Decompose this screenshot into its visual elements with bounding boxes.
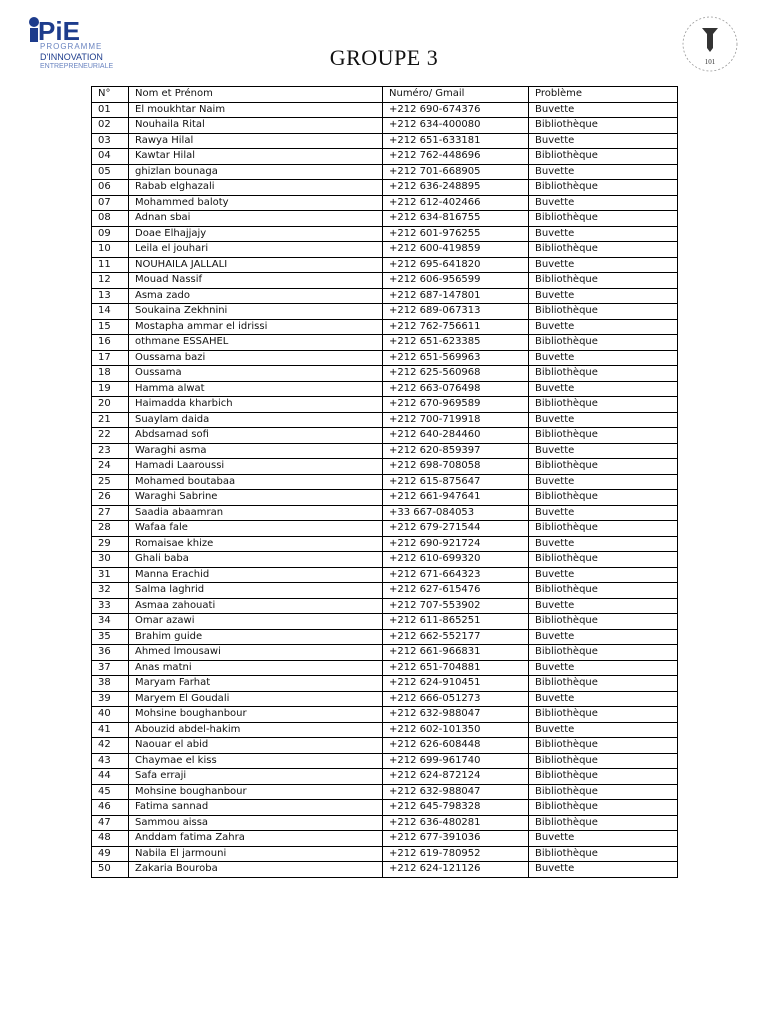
header-contact: Numéro/ Gmail [383, 87, 529, 103]
problem-type: Buvette [529, 288, 678, 304]
problem-type: Bibliothèque [529, 397, 678, 413]
phone-number: +212 679-271544 [383, 521, 529, 537]
participant-name: ghizlan bounaga [129, 164, 383, 180]
problem-type: Buvette [529, 722, 678, 738]
table-row [92, 552, 678, 568]
table-row [92, 753, 678, 769]
participant-name: Haimadda kharbich [129, 397, 383, 413]
problem-type: Bibliothèque [529, 459, 678, 475]
participant-name: Abdsamad sofi [129, 428, 383, 444]
table-row [92, 118, 678, 134]
participant-name: Ghali baba [129, 552, 383, 568]
problem-type: Buvette [529, 443, 678, 459]
table-row [92, 862, 678, 878]
row-number: 19 [92, 381, 129, 397]
problem-type: Bibliothèque [529, 800, 678, 816]
row-number: 01 [92, 102, 129, 118]
row-number: 28 [92, 521, 129, 537]
table-row [92, 428, 678, 444]
participant-name: Mohsine boughanbour [129, 707, 383, 723]
participant-name: Mouad Nassif [129, 273, 383, 289]
problem-type: Bibliothèque [529, 738, 678, 754]
row-number: 45 [92, 784, 129, 800]
table-row [92, 784, 678, 800]
table-header-row [92, 87, 678, 103]
row-number: 44 [92, 769, 129, 785]
table-row [92, 242, 678, 258]
phone-number: +212 707-553902 [383, 598, 529, 614]
row-number: 41 [92, 722, 129, 738]
row-number: 43 [92, 753, 129, 769]
table-row [92, 521, 678, 537]
table-row [92, 660, 678, 676]
participant-name: Brahim guide [129, 629, 383, 645]
row-number: 48 [92, 831, 129, 847]
pie-logo-letters: PiE [38, 16, 80, 46]
phone-number: +212 632-988047 [383, 784, 529, 800]
table-row [92, 149, 678, 165]
table-row [92, 614, 678, 630]
participant-name: Rawya Hilal [129, 133, 383, 149]
row-number: 12 [92, 273, 129, 289]
phone-number: +212 624-910451 [383, 676, 529, 692]
problem-type: Bibliothèque [529, 784, 678, 800]
phone-number: +212 636-248895 [383, 180, 529, 196]
table-row [92, 133, 678, 149]
phone-number: +212 636-480281 [383, 815, 529, 831]
table-row [92, 257, 678, 273]
row-number: 02 [92, 118, 129, 134]
table-row [92, 691, 678, 707]
table-row [92, 195, 678, 211]
participant-name: Kawtar Hilal [129, 149, 383, 165]
table-row [92, 598, 678, 614]
table-row [92, 769, 678, 785]
problem-type: Buvette [529, 381, 678, 397]
participant-name: Abouzid abdel-hakim [129, 722, 383, 738]
participant-name: Safa erraji [129, 769, 383, 785]
row-number: 08 [92, 211, 129, 227]
problem-type: Bibliothèque [529, 118, 678, 134]
participant-name: Doae Elhajjajy [129, 226, 383, 242]
participant-name: Suaylam daida [129, 412, 383, 428]
table-row [92, 707, 678, 723]
problem-type: Buvette [529, 102, 678, 118]
problem-type: Bibliothèque [529, 242, 678, 258]
phone-number: +212 671-664323 [383, 567, 529, 583]
participant-name: Mohamed boutabaa [129, 474, 383, 490]
phone-number: +212 627-615476 [383, 583, 529, 599]
row-number: 21 [92, 412, 129, 428]
problem-type: Buvette [529, 536, 678, 552]
phone-number: +212 626-608448 [383, 738, 529, 754]
table-row [92, 722, 678, 738]
row-number: 29 [92, 536, 129, 552]
row-number: 14 [92, 304, 129, 320]
problem-type: Buvette [529, 505, 678, 521]
header-name: Nom et Prénom [129, 87, 383, 103]
problem-type: Bibliothèque [529, 211, 678, 227]
participant-name: Sammou aissa [129, 815, 383, 831]
phone-number: +212 698-708058 [383, 459, 529, 475]
phone-number: +212 666-051273 [383, 691, 529, 707]
problem-type: Buvette [529, 133, 678, 149]
problem-type: Bibliothèque [529, 753, 678, 769]
pie-logo-line-2: D'INNOVATION [40, 52, 103, 62]
row-number: 32 [92, 583, 129, 599]
row-number: 30 [92, 552, 129, 568]
row-number: 31 [92, 567, 129, 583]
row-number: 39 [92, 691, 129, 707]
row-number: 25 [92, 474, 129, 490]
row-number: 40 [92, 707, 129, 723]
phone-number: +212 602-101350 [383, 722, 529, 738]
problem-type: Bibliothèque [529, 552, 678, 568]
participant-name: Naouar el abid [129, 738, 383, 754]
participant-name: Oussama bazi [129, 350, 383, 366]
table-row [92, 443, 678, 459]
problem-type: Bibliothèque [529, 815, 678, 831]
participants-table [91, 86, 678, 878]
phone-number: +212 661-947641 [383, 490, 529, 506]
row-number: 26 [92, 490, 129, 506]
row-number: 46 [92, 800, 129, 816]
table-row [92, 738, 678, 754]
problem-type: Buvette [529, 598, 678, 614]
row-number: 22 [92, 428, 129, 444]
seal-number: 101 [704, 58, 716, 66]
problem-type: Buvette [529, 474, 678, 490]
table-row [92, 164, 678, 180]
row-number: 05 [92, 164, 129, 180]
phone-number: +212 625-560968 [383, 366, 529, 382]
participant-name: Rabab elghazali [129, 180, 383, 196]
row-number: 37 [92, 660, 129, 676]
participant-name: Mostapha ammar el idrissi [129, 319, 383, 335]
row-number: 34 [92, 614, 129, 630]
row-number: 33 [92, 598, 129, 614]
phone-number: +212 645-798328 [383, 800, 529, 816]
participant-name: Omar azawi [129, 614, 383, 630]
participant-name: Anddam fatima Zahra [129, 831, 383, 847]
table-row [92, 304, 678, 320]
row-number: 42 [92, 738, 129, 754]
problem-type: Buvette [529, 195, 678, 211]
phone-number: +212 700-719918 [383, 412, 529, 428]
participant-name: Nabila El jarmouni [129, 846, 383, 862]
row-number: 18 [92, 366, 129, 382]
table-row [92, 288, 678, 304]
problem-type: Bibliothèque [529, 676, 678, 692]
table-row [92, 536, 678, 552]
participant-name: Maryem El Goudali [129, 691, 383, 707]
phone-number: +212 762-756611 [383, 319, 529, 335]
table-row [92, 335, 678, 351]
table-row [92, 676, 678, 692]
phone-number: +212 695-641820 [383, 257, 529, 273]
participant-name: Wafaa fale [129, 521, 383, 537]
problem-type: Bibliothèque [529, 428, 678, 444]
row-number: 38 [92, 676, 129, 692]
row-number: 50 [92, 862, 129, 878]
problem-type: Bibliothèque [529, 707, 678, 723]
phone-number: +212 610-699320 [383, 552, 529, 568]
phone-number: +212 640-284460 [383, 428, 529, 444]
phone-number: +212 624-121126 [383, 862, 529, 878]
row-number: 03 [92, 133, 129, 149]
problem-type: Buvette [529, 412, 678, 428]
header-problem: Problème [529, 87, 678, 103]
table-row [92, 459, 678, 475]
participant-name: El moukhtar Naim [129, 102, 383, 118]
problem-type: Buvette [529, 862, 678, 878]
row-number: 10 [92, 242, 129, 258]
participant-name: Waraghi Sabrine [129, 490, 383, 506]
problem-type: Buvette [529, 831, 678, 847]
problem-type: Buvette [529, 629, 678, 645]
problem-type: Bibliothèque [529, 521, 678, 537]
participant-name: Mohammed baloty [129, 195, 383, 211]
participant-name: Adnan sbai [129, 211, 383, 227]
row-number: 24 [92, 459, 129, 475]
table-row [92, 490, 678, 506]
row-number: 36 [92, 645, 129, 661]
problem-type: Bibliothèque [529, 149, 678, 165]
phone-number: +212 689-067313 [383, 304, 529, 320]
participant-name: Hamadi Laaroussi [129, 459, 383, 475]
participant-name: Soukaina Zekhnini [129, 304, 383, 320]
page-title: GROUPE 3 [329, 45, 439, 70]
phone-number: +212 624-872124 [383, 769, 529, 785]
phone-number: +212 670-969589 [383, 397, 529, 413]
problem-type: Buvette [529, 567, 678, 583]
problem-type: Buvette [529, 350, 678, 366]
problem-type: Buvette [529, 691, 678, 707]
phone-number: +212 600-419859 [383, 242, 529, 258]
table-row [92, 583, 678, 599]
participant-name: Fatima sannad [129, 800, 383, 816]
table-row [92, 815, 678, 831]
table-row [92, 474, 678, 490]
participant-name: Waraghi asma [129, 443, 383, 459]
table-row [92, 226, 678, 242]
participant-name: Saadia abaamran [129, 505, 383, 521]
problem-type: Buvette [529, 257, 678, 273]
problem-type: Bibliothèque [529, 645, 678, 661]
row-number: 04 [92, 149, 129, 165]
problem-type: Bibliothèque [529, 846, 678, 862]
table-row [92, 831, 678, 847]
participant-name: Salma laghrid [129, 583, 383, 599]
participant-name: Leila el jouhari [129, 242, 383, 258]
phone-number: +212 601-976255 [383, 226, 529, 242]
phone-number: +212 677-391036 [383, 831, 529, 847]
phone-number: +212 701-668905 [383, 164, 529, 180]
header-number: N° [92, 87, 129, 103]
problem-type: Bibliothèque [529, 366, 678, 382]
participant-name: Manna Erachid [129, 567, 383, 583]
row-number: 07 [92, 195, 129, 211]
problem-type: Bibliothèque [529, 304, 678, 320]
row-number: 47 [92, 815, 129, 831]
pie-logo-line-3: ENTREPRENEURIALE [40, 63, 114, 70]
problem-type: Bibliothèque [529, 180, 678, 196]
participant-name: Oussama [129, 366, 383, 382]
participant-name: NOUHAILA JALLALI [129, 257, 383, 273]
participant-name: Chaymae el kiss [129, 753, 383, 769]
phone-number: +212 611-865251 [383, 614, 529, 630]
phone-number: +212 662-552177 [383, 629, 529, 645]
table-row [92, 505, 678, 521]
phone-number: +212 612-402466 [383, 195, 529, 211]
problem-type: Bibliothèque [529, 769, 678, 785]
participant-name: Ahmed lmousawi [129, 645, 383, 661]
participant-name: Asma zado [129, 288, 383, 304]
phone-number: +212 619-780952 [383, 846, 529, 862]
table-row [92, 211, 678, 227]
table-row [92, 567, 678, 583]
phone-number: +212 699-961740 [383, 753, 529, 769]
row-number: 20 [92, 397, 129, 413]
participant-name: othmane ESSAHEL [129, 335, 383, 351]
row-number: 06 [92, 180, 129, 196]
phone-number: +212 762-448696 [383, 149, 529, 165]
problem-type: Buvette [529, 164, 678, 180]
row-number: 35 [92, 629, 129, 645]
table-row [92, 800, 678, 816]
row-number: 13 [92, 288, 129, 304]
row-number: 27 [92, 505, 129, 521]
participant-name: Zakaria Bouroba [129, 862, 383, 878]
row-number: 15 [92, 319, 129, 335]
phone-number: +212 661-966831 [383, 645, 529, 661]
participant-name: Hamma alwat [129, 381, 383, 397]
problem-type: Bibliothèque [529, 273, 678, 289]
phone-number: +212 632-988047 [383, 707, 529, 723]
participant-name: Asmaa zahouati [129, 598, 383, 614]
problem-type: Bibliothèque [529, 490, 678, 506]
table-row [92, 102, 678, 118]
row-number: 09 [92, 226, 129, 242]
table-row [92, 180, 678, 196]
row-number: 49 [92, 846, 129, 862]
participant-name: Romaisae khize [129, 536, 383, 552]
table-row [92, 397, 678, 413]
phone-number: +33 667-084053 [383, 505, 529, 521]
participant-name: Nouhaila Rital [129, 118, 383, 134]
phone-number: +212 651-569963 [383, 350, 529, 366]
table-row [92, 273, 678, 289]
problem-type: Bibliothèque [529, 583, 678, 599]
row-number: 11 [92, 257, 129, 273]
phone-number: +212 690-921724 [383, 536, 529, 552]
problem-type: Buvette [529, 319, 678, 335]
table-row [92, 350, 678, 366]
row-number: 16 [92, 335, 129, 351]
phone-number: +212 663-076498 [383, 381, 529, 397]
table-row [92, 846, 678, 862]
phone-number: +212 606-956599 [383, 273, 529, 289]
table-row [92, 381, 678, 397]
table-row [92, 412, 678, 428]
phone-number: +212 651-623385 [383, 335, 529, 351]
pie-logo-line-1: PROGRAMME [40, 42, 103, 51]
participant-name: Maryam Farhat [129, 676, 383, 692]
phone-number: +212 690-674376 [383, 102, 529, 118]
problem-type: Buvette [529, 226, 678, 242]
table-row [92, 629, 678, 645]
phone-number: +212 634-400080 [383, 118, 529, 134]
phone-number: +212 687-147801 [383, 288, 529, 304]
phone-number: +212 651-704881 [383, 660, 529, 676]
phone-number: +212 615-875647 [383, 474, 529, 490]
problem-type: Buvette [529, 660, 678, 676]
phone-number: +212 651-633181 [383, 133, 529, 149]
problem-type: Bibliothèque [529, 335, 678, 351]
phone-number: +212 620-859397 [383, 443, 529, 459]
table-row [92, 319, 678, 335]
problem-type: Bibliothèque [529, 614, 678, 630]
table-row [92, 645, 678, 661]
participant-name: Anas matni [129, 660, 383, 676]
row-number: 23 [92, 443, 129, 459]
participant-name: Mohsine boughanbour [129, 784, 383, 800]
row-number: 17 [92, 350, 129, 366]
table-row [92, 366, 678, 382]
phone-number: +212 634-816755 [383, 211, 529, 227]
